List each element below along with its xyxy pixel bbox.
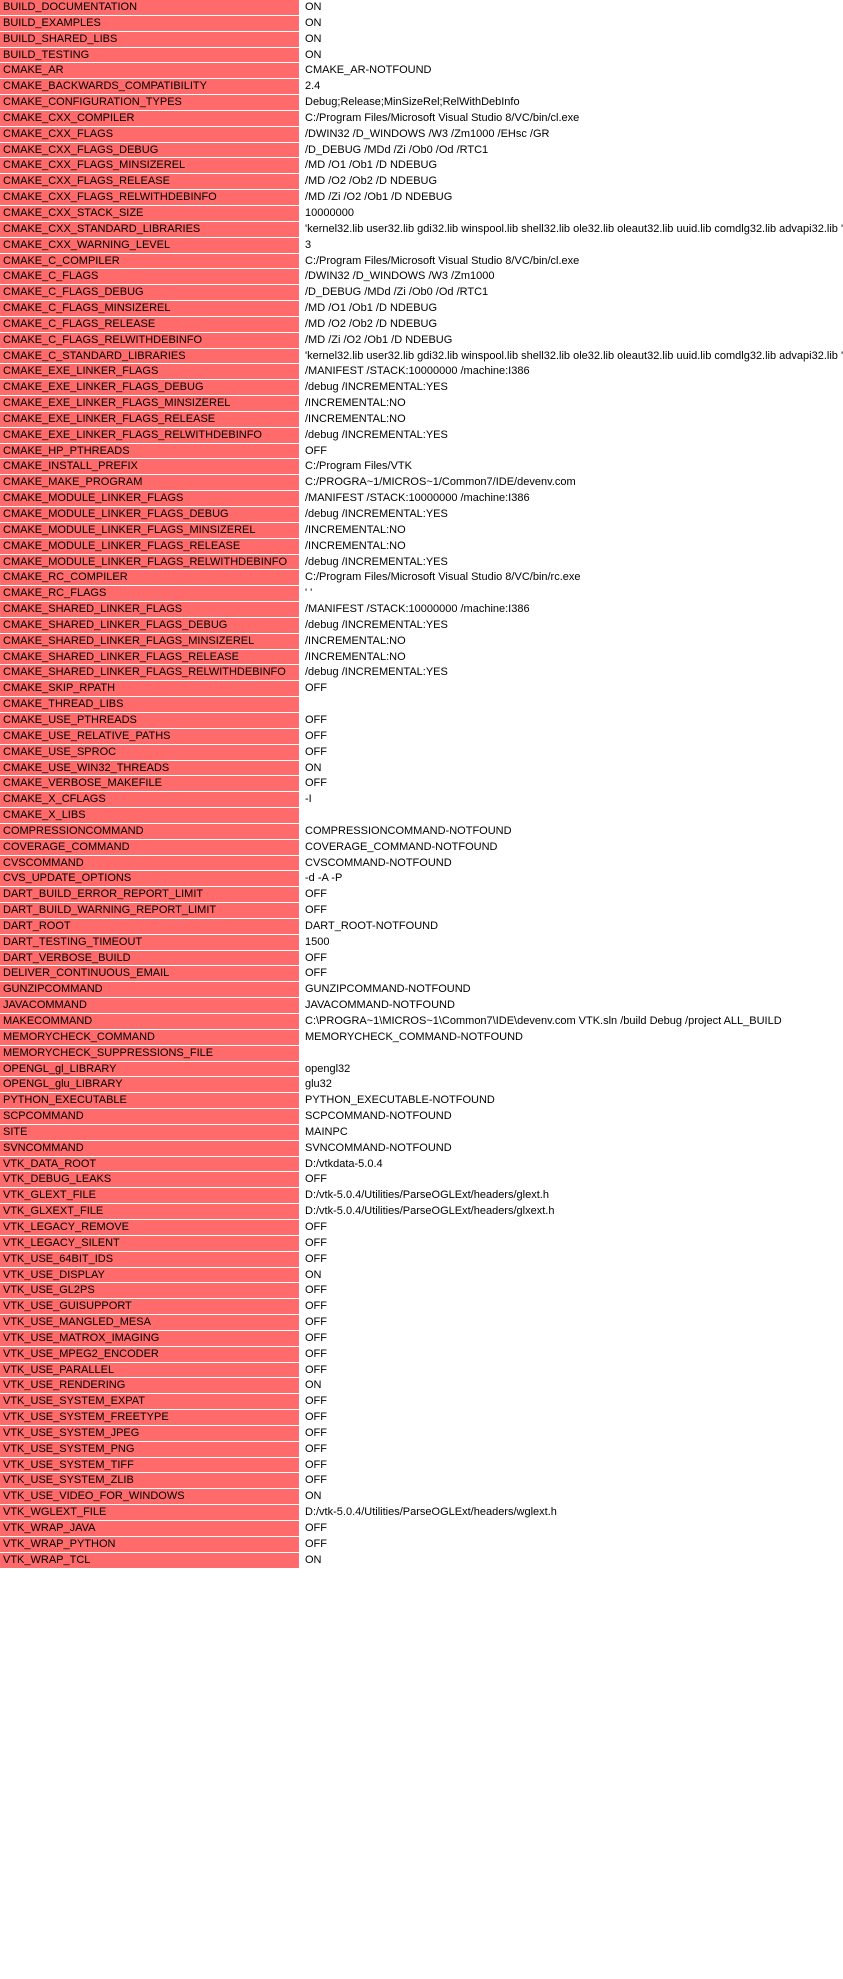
cache-entry-name[interactable]: VTK_USE_VIDEO_FOR_WINDOWS [0,1489,300,1504]
cache-entry-name[interactable]: CMAKE_X_CFLAGS [0,792,300,807]
cache-entry-row[interactable] [0,665,608,681]
cache-entry-name[interactable]: DELIVER_CONTINUOUS_EMAIL [0,966,300,981]
cache-entry-value[interactable]: DART_ROOT-NOTFOUND [300,919,608,934]
cache-entry-name[interactable]: SITE [0,1125,300,1140]
cache-entry-name[interactable]: CMAKE_SHARED_LINKER_FLAGS_MINSIZEREL [0,634,300,649]
cache-entry-row[interactable] [0,16,608,32]
cache-entry-name[interactable]: CMAKE_CXX_FLAGS_MINSIZEREL [0,158,300,173]
cache-entry-row[interactable] [0,444,608,460]
cache-entry-row[interactable] [0,1283,608,1299]
cache-entry-value[interactable]: /D_DEBUG /MDd /Zi /Ob0 /Od /RTC1 [300,285,608,300]
cache-entry-value[interactable]: OFF [300,887,608,902]
cache-entry-value[interactable]: C:/Program Files/Microsoft Visual Studio 8/VC/bin/rc.exe [300,570,608,585]
cache-entry-name[interactable]: VTK_USE_SYSTEM_EXPAT [0,1394,300,1409]
cache-entry-name[interactable]: CMAKE_CXX_FLAGS_DEBUG [0,143,300,158]
cache-entry-name[interactable]: CMAKE_USE_SPROC [0,745,300,760]
cache-entry-value[interactable]: COVERAGE_COMMAND-NOTFOUND [300,840,608,855]
cache-entry-name[interactable]: SCPCOMMAND [0,1109,300,1124]
cache-entry-name[interactable]: CMAKE_C_FLAGS_RELWITHDEBINFO [0,333,300,348]
cache-entry-row[interactable] [0,935,608,951]
cache-entry-name[interactable]: CMAKE_AR [0,63,300,78]
cache-entry-row[interactable] [0,428,608,444]
cache-entry-name[interactable]: OPENGL_glu_LIBRARY [0,1077,300,1092]
cache-entry-name[interactable]: CMAKE_C_STANDARD_LIBRARIES [0,349,300,364]
cache-entry-value[interactable]: OFF [300,776,608,791]
cache-entry-value[interactable]: OFF [300,1394,608,1409]
cache-entry-value[interactable]: D:/vtkdata-5.0.4 [300,1157,608,1172]
cache-entry-value[interactable]: /MD /Zi /O2 /Ob1 /D NDEBUG [300,190,608,205]
cache-entry-name[interactable]: DART_BUILD_ERROR_REPORT_LIMIT [0,887,300,902]
cache-entry-value[interactable]: ON [300,1489,608,1504]
cache-entry-row[interactable] [0,1458,608,1474]
cache-entry-row[interactable] [0,1014,782,1030]
cache-entry-value[interactable]: /INCREMENTAL:NO [300,412,608,427]
cache-entry-row[interactable] [0,1410,608,1426]
cache-entry-row[interactable] [0,1141,608,1157]
cache-entry-name[interactable]: CMAKE_MODULE_LINKER_FLAGS_MINSIZEREL [0,523,300,538]
cache-entry-value[interactable]: /debug /INCREMENTAL:YES [300,507,608,522]
cache-entry-name[interactable]: CMAKE_SHARED_LINKER_FLAGS_DEBUG [0,618,300,633]
cache-entry-value[interactable]: ON [300,0,608,15]
cache-entry-name[interactable]: CMAKE_CXX_STACK_SIZE [0,206,300,221]
cache-entry-value[interactable]: OFF [300,1331,608,1346]
cache-entry-row[interactable] [0,1363,608,1379]
cache-entry-name[interactable]: VTK_DEBUG_LEAKS [0,1172,300,1187]
cache-entry-row[interactable] [0,1268,608,1284]
cache-entry-name[interactable]: VTK_WRAP_PYTHON [0,1537,300,1552]
cache-entry-row[interactable] [0,998,608,1014]
cache-entry-name[interactable]: VTK_LEGACY_REMOVE [0,1220,300,1235]
cache-entry-value[interactable]: OFF [300,713,608,728]
cache-entry-row[interactable] [0,1252,608,1268]
cache-entry-value[interactable]: COMPRESSIONCOMMAND-NOTFOUND [300,824,608,839]
cache-entry-row[interactable] [0,143,608,159]
cache-entry-name[interactable]: VTK_USE_SYSTEM_FREETYPE [0,1410,300,1425]
cache-entry-value[interactable]: ON [300,761,608,776]
cache-entry-row[interactable] [0,871,608,887]
cache-entry-value[interactable]: OFF [300,1426,608,1441]
cache-entry-row[interactable] [0,1347,608,1363]
cache-entry-value[interactable]: OFF [300,1283,608,1298]
cache-entry-value[interactable]: /D_DEBUG /MDd /Zi /Ob0 /Od /RTC1 [300,143,608,158]
cache-entry-row[interactable] [0,1109,608,1125]
cache-entry-value[interactable]: OFF [300,1220,608,1235]
cache-entry-row[interactable] [0,919,608,935]
cache-entry-row[interactable] [0,761,608,777]
cache-entry-name[interactable]: DART_ROOT [0,919,300,934]
cache-entry-name[interactable]: BUILD_DOCUMENTATION [0,0,300,15]
cache-entry-value[interactable]: /MD /O1 /Ob1 /D NDEBUG [300,158,608,173]
cache-entry-name[interactable]: SVNCOMMAND [0,1141,300,1156]
cache-entry-value[interactable]: ON [300,48,608,63]
cache-entry-name[interactable]: CMAKE_MODULE_LINKER_FLAGS_DEBUG [0,507,300,522]
cache-entry-row[interactable] [0,1473,608,1489]
cache-entry-value[interactable]: /MD /Zi /O2 /Ob1 /D NDEBUG [300,333,608,348]
cache-entry-name[interactable]: CMAKE_CXX_STANDARD_LIBRARIES [0,222,300,237]
cache-entry-name[interactable]: CMAKE_CXX_COMPILER [0,111,300,126]
cache-entry-name[interactable]: VTK_USE_64BIT_IDS [0,1252,300,1267]
cache-entry-name[interactable]: DART_TESTING_TIMEOUT [0,935,300,950]
cache-entry-row[interactable] [0,63,608,79]
cache-entry-value[interactable]: OFF [300,903,608,918]
cache-entry-row[interactable] [0,507,608,523]
cache-entry-row[interactable] [0,269,608,285]
cache-entry-value[interactable]: SCPCOMMAND-NOTFOUND [300,1109,608,1124]
cache-entry-row[interactable] [0,1442,608,1458]
cache-entry-row[interactable] [0,681,608,697]
cache-entry-row[interactable] [0,1378,608,1394]
cache-entry-value[interactable]: OFF [300,966,608,981]
cache-entry-row[interactable] [0,1394,608,1410]
cache-entry-name[interactable]: CMAKE_USE_RELATIVE_PATHS [0,729,300,744]
cache-entry-value[interactable] [300,1046,608,1061]
cache-entry-value[interactable]: OFF [300,951,608,966]
cache-entry-name[interactable]: CMAKE_C_FLAGS_MINSIZEREL [0,301,300,316]
cache-entry-row[interactable] [0,206,608,222]
cache-entry-value[interactable]: OFF [300,681,608,696]
cache-entry-name[interactable]: VTK_WGLEXT_FILE [0,1505,300,1520]
cache-entry-name[interactable]: DART_VERBOSE_BUILD [0,951,300,966]
cache-entry-name[interactable]: CMAKE_C_FLAGS_RELEASE [0,317,300,332]
cache-entry-name[interactable]: CMAKE_HP_PTHREADS [0,444,300,459]
cache-entry-value[interactable]: D:/vtk-5.0.4/Utilities/ParseOGLExt/headers/glxext.h [300,1204,608,1219]
cache-entry-value[interactable]: /MD /O2 /Ob2 /D NDEBUG [300,317,608,332]
cache-entry-name[interactable]: CMAKE_EXE_LINKER_FLAGS [0,364,300,379]
cache-entry-name[interactable]: MEMORYCHECK_COMMAND [0,1030,300,1045]
cache-entry-value[interactable]: OFF [300,1442,608,1457]
cache-entry-value[interactable]: OFF [300,1252,608,1267]
cache-entry-name[interactable]: CMAKE_USE_WIN32_THREADS [0,761,300,776]
cache-entry-row[interactable] [0,333,608,349]
cache-entry-name[interactable]: CMAKE_X_LIBS [0,808,300,823]
cache-entry-name[interactable]: CMAKE_EXE_LINKER_FLAGS_RELEASE [0,412,300,427]
cache-entry-row[interactable] [0,1157,608,1173]
cache-entry-value[interactable]: ' ' [300,586,608,601]
cache-entry-value[interactable]: /INCREMENTAL:NO [300,634,608,649]
cache-entry-row[interactable] [0,840,608,856]
cache-entry-value[interactable]: /debug /INCREMENTAL:YES [300,665,608,680]
cache-entry-row[interactable] [0,1093,608,1109]
cache-entry-value[interactable]: /INCREMENTAL:NO [300,539,608,554]
cache-entry-name[interactable]: CMAKE_EXE_LINKER_FLAGS_MINSIZEREL [0,396,300,411]
cache-entry-value[interactable]: /INCREMENTAL:NO [300,396,608,411]
cache-entry-row[interactable] [0,1505,608,1521]
cache-entry-name[interactable]: VTK_USE_DISPLAY [0,1268,300,1283]
cache-entry-value[interactable]: OFF [300,745,608,760]
cache-entry-value[interactable]: CMAKE_AR-NOTFOUND [300,63,608,78]
cache-entry-value[interactable]: SVNCOMMAND-NOTFOUND [300,1141,608,1156]
cache-entry-row[interactable] [0,1188,608,1204]
cache-entry-value[interactable]: OFF [300,1458,608,1473]
cache-entry-value[interactable]: ON [300,1268,608,1283]
cache-entry-row[interactable] [0,364,608,380]
cache-entry-value[interactable]: C:\PROGRA~1\MICROS~1\Common7\IDE\devenv.com VTK.sln /build Debug /project ALL_BUILD [300,1014,782,1029]
cache-entry-value[interactable]: /INCREMENTAL:NO [300,523,608,538]
cache-entry-name[interactable]: CMAKE_USE_PTHREADS [0,713,300,728]
cache-entry-row[interactable] [0,951,608,967]
cache-entry-value[interactable]: MAINPC [300,1125,608,1140]
cache-entry-name[interactable]: CVSCOMMAND [0,856,300,871]
cache-entry-name[interactable]: VTK_GLEXT_FILE [0,1188,300,1203]
cache-entry-row[interactable] [0,1537,608,1553]
cache-entry-value[interactable]: C:/Program Files/VTK [300,459,608,474]
cache-entry-value[interactable]: OFF [300,1410,608,1425]
cache-entry-name[interactable]: CMAKE_RC_FLAGS [0,586,300,601]
cache-entry-value[interactable]: CVSCOMMAND-NOTFOUND [300,856,608,871]
cache-entry-name[interactable]: VTK_DATA_ROOT [0,1157,300,1172]
cache-entry-row[interactable] [0,555,608,571]
cache-entry-value[interactable]: GUNZIPCOMMAND-NOTFOUND [300,982,608,997]
cache-entry-name[interactable]: BUILD_EXAMPLES [0,16,300,31]
cache-entry-value[interactable]: OFF [300,1363,608,1378]
cache-entry-name[interactable]: VTK_USE_RENDERING [0,1378,300,1393]
cache-entry-value[interactable]: opengl32 [300,1062,608,1077]
cache-entry-value[interactable]: OFF [300,444,608,459]
cache-entry-row[interactable] [0,618,608,634]
cache-entry-name[interactable]: CMAKE_MODULE_LINKER_FLAGS_RELEASE [0,539,300,554]
cache-entry-value[interactable]: OFF [300,1521,608,1536]
cache-entry-value[interactable]: PYTHON_EXECUTABLE-NOTFOUND [300,1093,608,1108]
cache-entry-row[interactable] [0,380,608,396]
cache-entry-value[interactable] [300,808,608,823]
cache-entry-name[interactable]: VTK_USE_MPEG2_ENCODER [0,1347,300,1362]
cache-entry-row[interactable] [0,792,608,808]
cache-entry-name[interactable]: MEMORYCHECK_SUPPRESSIONS_FILE [0,1046,300,1061]
cache-entry-value[interactable]: /debug /INCREMENTAL:YES [300,380,608,395]
cache-entry-value[interactable]: OFF [300,1347,608,1362]
cache-entry-row[interactable] [0,697,608,713]
cache-entry-value[interactable]: /debug /INCREMENTAL:YES [300,618,608,633]
cache-entry-value[interactable]: MEMORYCHECK_COMMAND-NOTFOUND [300,1030,608,1045]
cache-entry-row[interactable] [0,79,608,95]
cache-entry-name[interactable]: CMAKE_MAKE_PROGRAM [0,475,300,490]
cache-entry-row[interactable] [0,634,608,650]
cache-entry-row[interactable] [0,856,608,872]
cache-entry-value[interactable]: /INCREMENTAL:NO [300,650,608,665]
cache-entry-value[interactable]: OFF [300,1537,608,1552]
cache-entry-name[interactable]: CMAKE_SKIP_RPATH [0,681,300,696]
cache-entry-name[interactable]: PYTHON_EXECUTABLE [0,1093,300,1108]
cache-entry-row[interactable] [0,238,608,254]
cache-entry-row[interactable] [0,887,608,903]
cache-entry-row[interactable] [0,1521,608,1537]
cache-entry-value[interactable]: D:/vtk-5.0.4/Utilities/ParseOGLExt/headers/glext.h [300,1188,608,1203]
cache-entry-row[interactable] [0,729,608,745]
cache-entry-name[interactable]: CMAKE_SHARED_LINKER_FLAGS [0,602,300,617]
cache-entry-row[interactable] [0,982,608,998]
cache-entry-row[interactable] [0,254,608,270]
cache-entry-name[interactable]: VTK_USE_MANGLED_MESA [0,1315,300,1330]
cache-entry-name[interactable]: VTK_USE_SYSTEM_JPEG [0,1426,300,1441]
cache-entry-name[interactable]: BUILD_SHARED_LIBS [0,32,300,47]
cache-entry-name[interactable]: OPENGL_gl_LIBRARY [0,1062,300,1077]
cache-entry-row[interactable] [0,285,608,301]
cache-entry-name[interactable]: CMAKE_CXX_FLAGS_RELWITHDEBINFO [0,190,300,205]
cache-entry-row[interactable] [0,1046,608,1062]
cache-entry-value[interactable] [300,697,608,712]
cache-entry-row[interactable] [0,48,608,64]
cache-entry-name[interactable]: CMAKE_MODULE_LINKER_FLAGS_RELWITHDEBINFO [0,555,300,570]
cache-entry-value[interactable]: -d -A -P [300,871,608,886]
cache-entry-name[interactable]: VTK_USE_SYSTEM_ZLIB [0,1473,300,1488]
cache-entry-row[interactable] [0,32,608,48]
cache-entry-name[interactable]: CMAKE_EXE_LINKER_FLAGS_RELWITHDEBINFO [0,428,300,443]
cache-entry-row[interactable] [0,1220,608,1236]
cache-entry-name[interactable]: CMAKE_RC_COMPILER [0,570,300,585]
cache-entry-row[interactable] [0,808,608,824]
cache-entry-name[interactable]: CMAKE_THREAD_LIBS [0,697,300,712]
cache-entry-row[interactable] [0,412,608,428]
cache-entry-name[interactable]: CMAKE_CXX_FLAGS [0,127,300,142]
cache-entry-name[interactable]: BUILD_TESTING [0,48,300,63]
cache-entry-row[interactable] [0,0,608,16]
cache-entry-row[interactable] [0,903,608,919]
cache-entry-value[interactable]: C:/Program Files/Microsoft Visual Studio 8/VC/bin/cl.exe [300,254,608,269]
cache-entry-row[interactable] [0,95,608,111]
cache-entry-name[interactable]: CMAKE_CXX_WARNING_LEVEL [0,238,300,253]
cache-entry-row[interactable] [0,317,608,333]
cache-entry-value[interactable]: /MD /O2 /Ob2 /D NDEBUG [300,174,608,189]
cache-entry-row[interactable] [0,570,608,586]
cache-entry-name[interactable]: VTK_USE_SYSTEM_TIFF [0,1458,300,1473]
cache-entry-name[interactable]: JAVACOMMAND [0,998,300,1013]
cache-entry-row[interactable] [0,127,608,143]
cache-entry-row[interactable] [0,222,843,238]
cache-entry-name[interactable]: CMAKE_CONFIGURATION_TYPES [0,95,300,110]
cache-entry-name[interactable]: CMAKE_CXX_FLAGS_RELEASE [0,174,300,189]
cache-entry-name[interactable]: MAKECOMMAND [0,1014,300,1029]
cache-entry-row[interactable] [0,1030,608,1046]
cache-entry-row[interactable] [0,491,608,507]
cache-entry-name[interactable]: DART_BUILD_WARNING_REPORT_LIMIT [0,903,300,918]
cache-entry-row[interactable] [0,776,608,792]
cache-entry-name[interactable]: VTK_WRAP_JAVA [0,1521,300,1536]
cache-entry-value[interactable]: 10000000 [300,206,608,221]
cache-entry-name[interactable]: VTK_WRAP_TCL [0,1553,300,1568]
cache-entry-row[interactable] [0,1172,608,1188]
cache-entry-value[interactable]: 1500 [300,935,608,950]
cache-entry-name[interactable]: CMAKE_EXE_LINKER_FLAGS_DEBUG [0,380,300,395]
cache-entry-name[interactable]: COVERAGE_COMMAND [0,840,300,855]
cache-entry-name[interactable]: CMAKE_C_FLAGS_DEBUG [0,285,300,300]
cache-entry-row[interactable] [0,1299,608,1315]
cache-entry-row[interactable] [0,1204,608,1220]
cache-entry-value[interactable]: OFF [300,1473,608,1488]
cache-entry-value[interactable]: /DWIN32 /D_WINDOWS /W3 /Zm1000 [300,269,608,284]
cache-entry-row[interactable] [0,459,608,475]
cache-entry-name[interactable]: CMAKE_MODULE_LINKER_FLAGS [0,491,300,506]
cache-entry-value[interactable]: /DWIN32 /D_WINDOWS /W3 /Zm1000 /EHsc /GR [300,127,608,142]
cache-entry-name[interactable]: CMAKE_SHARED_LINKER_FLAGS_RELWITHDEBINFO [0,665,300,680]
cache-entry-row[interactable] [0,158,608,174]
cache-entry-row[interactable] [0,713,608,729]
cache-entry-row[interactable] [0,1553,608,1569]
cache-entry-name[interactable]: CMAKE_SHARED_LINKER_FLAGS_RELEASE [0,650,300,665]
cache-entry-value[interactable]: ON [300,16,608,31]
cache-entry-row[interactable] [0,349,843,365]
cache-entry-name[interactable]: CVS_UPDATE_OPTIONS [0,871,300,886]
cache-entry-value[interactable]: glu32 [300,1077,608,1092]
cache-entry-row[interactable] [0,539,608,555]
cache-entry-value[interactable]: OFF [300,1172,608,1187]
cache-entry-value[interactable]: OFF [300,729,608,744]
cache-entry-row[interactable] [0,111,608,127]
cache-entry-value[interactable]: /MD /O1 /Ob1 /D NDEBUG [300,301,608,316]
cache-entry-value[interactable]: C:/PROGRA~1/MICROS~1/Common7/IDE/devenv.com [300,475,608,490]
cache-entry-name[interactable]: VTK_USE_MATROX_IMAGING [0,1331,300,1346]
cache-entry-value[interactable]: /MANIFEST /STACK:10000000 /machine:I386 [300,602,608,617]
cache-entry-value[interactable]: D:/vtk-5.0.4/Utilities/ParseOGLExt/headers/wglext.h [300,1505,608,1520]
cache-entry-name[interactable]: VTK_USE_PARALLEL [0,1363,300,1378]
cache-entry-value[interactable]: /debug /INCREMENTAL:YES [300,428,608,443]
cache-entry-value[interactable]: OFF [300,1299,608,1314]
cache-entry-row[interactable] [0,1236,608,1252]
cache-entry-name[interactable]: GUNZIPCOMMAND [0,982,300,997]
cache-entry-name[interactable]: CMAKE_VERBOSE_MAKEFILE [0,776,300,791]
cache-entry-value[interactable]: Debug;Release;MinSizeRel;RelWithDebInfo [300,95,608,110]
cache-entry-row[interactable] [0,824,608,840]
cache-entry-row[interactable] [0,475,608,491]
cache-entry-value[interactable]: 'kernel32.lib user32.lib gdi32.lib winspool.lib shell32.lib ole32.lib oleaut32.lib uuid.lib comdlg32.lib advapi32.lib ' [300,222,843,237]
cache-entry-row[interactable] [0,966,608,982]
cache-entry-row[interactable] [0,745,608,761]
cache-entry-name[interactable]: VTK_LEGACY_SILENT [0,1236,300,1251]
cache-entry-row[interactable] [0,1077,608,1093]
cache-entry-row[interactable] [0,1426,608,1442]
cache-entry-row[interactable] [0,650,608,666]
cache-entry-value[interactable]: OFF [300,1236,608,1251]
cache-entry-name[interactable]: CMAKE_C_FLAGS [0,269,300,284]
cache-entry-value[interactable]: ON [300,32,608,47]
cache-entry-row[interactable] [0,1062,608,1078]
cache-entry-name[interactable]: VTK_USE_GUISUPPORT [0,1299,300,1314]
cache-entry-row[interactable] [0,586,608,602]
cache-entry-row[interactable] [0,301,608,317]
cache-entry-name[interactable]: CMAKE_C_COMPILER [0,254,300,269]
cache-entry-row[interactable] [0,523,608,539]
cache-entry-row[interactable] [0,1489,608,1505]
cache-entry-value[interactable]: OFF [300,1315,608,1330]
cache-entry-name[interactable]: VTK_USE_SYSTEM_PNG [0,1442,300,1457]
cache-entry-value[interactable]: /MANIFEST /STACK:10000000 /machine:I386 [300,364,608,379]
cache-entry-value[interactable]: /debug /INCREMENTAL:YES [300,555,608,570]
cache-entry-value[interactable]: 2.4 [300,79,608,94]
cache-entry-value[interactable]: -I [300,792,608,807]
cache-entry-name[interactable]: CMAKE_INSTALL_PREFIX [0,459,300,474]
cache-entry-name[interactable]: VTK_GLXEXT_FILE [0,1204,300,1219]
cache-entry-row[interactable] [0,1315,608,1331]
cache-entry-row[interactable] [0,174,608,190]
cache-entry-value[interactable]: 'kernel32.lib user32.lib gdi32.lib winspool.lib shell32.lib ole32.lib oleaut32.lib uuid.lib comdlg32.lib advapi32.lib ' [300,349,843,364]
cache-entry-value[interactable]: JAVACOMMAND-NOTFOUND [300,998,608,1013]
cache-entry-value[interactable]: ON [300,1378,608,1393]
cache-entry-row[interactable] [0,190,608,206]
cache-entry-name[interactable]: COMPRESSIONCOMMAND [0,824,300,839]
cache-entry-value[interactable]: /MANIFEST /STACK:10000000 /machine:I386 [300,491,608,506]
cache-entry-value[interactable]: 3 [300,238,608,253]
cache-entry-value[interactable]: ON [300,1553,608,1568]
cache-entry-row[interactable] [0,602,608,618]
cache-entry-name[interactable]: CMAKE_BACKWARDS_COMPATIBILITY [0,79,300,94]
cache-entry-row[interactable] [0,1331,608,1347]
cache-entry-name[interactable]: VTK_USE_GL2PS [0,1283,300,1298]
cache-entry-value[interactable]: C:/Program Files/Microsoft Visual Studio 8/VC/bin/cl.exe [300,111,608,126]
cache-entry-row[interactable] [0,396,608,412]
cache-entry-row[interactable] [0,1125,608,1141]
